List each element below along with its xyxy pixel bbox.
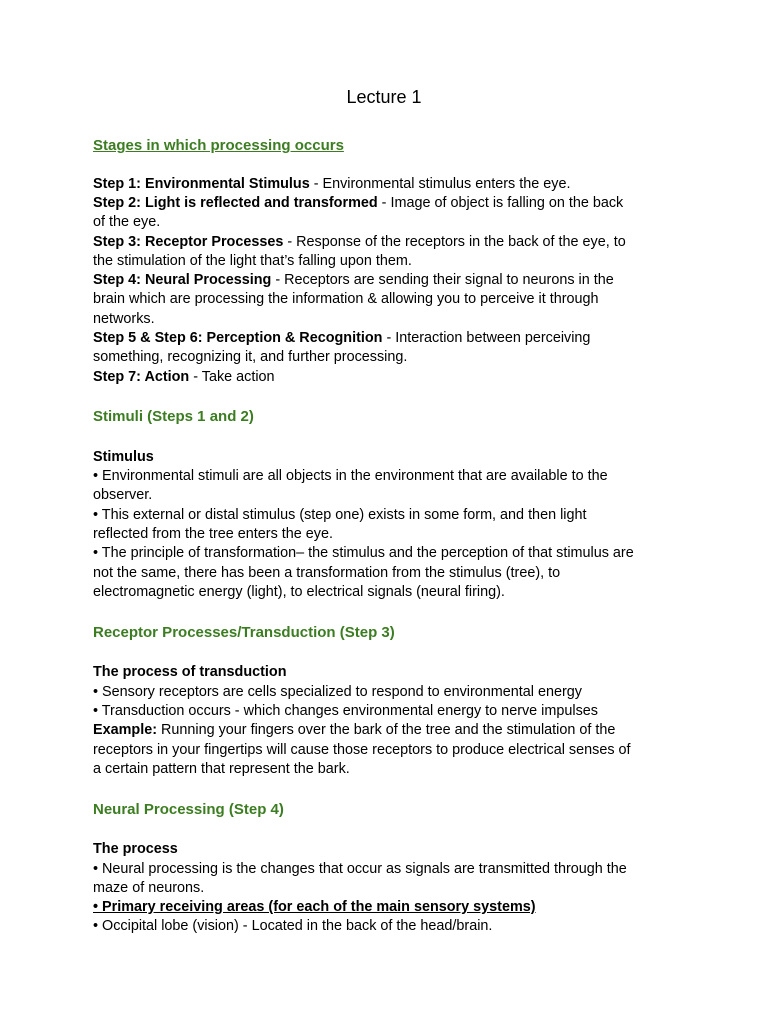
subheading-transduction: The process of transduction xyxy=(93,664,287,680)
stimuli-line: observer. xyxy=(93,487,153,503)
step-1-line xyxy=(93,175,570,194)
example-line-cont: a certain pattern that represent the bark. xyxy=(93,761,350,777)
step-56-line xyxy=(93,329,590,348)
subheading-stimulus: Stimulus xyxy=(93,449,154,465)
step-4-label: Step 4: Neural Processing xyxy=(93,272,272,288)
primary-areas-line: • Primary receiving areas (for each of the main sensory systems) xyxy=(93,899,536,915)
neural-line: maze of neurons. xyxy=(93,880,205,896)
step-7-line xyxy=(93,368,275,387)
step-3-text: - Response of the receptors in the back of the eye, to xyxy=(283,234,626,250)
example-text: Running your fingers over the bark of the tree and the stimulation of the xyxy=(157,722,616,738)
step-4-text-cont-2: networks. xyxy=(93,311,155,327)
page-title: Lecture 1 xyxy=(346,87,422,107)
step-4-text: - Receptors are sending their signal to neurons in the xyxy=(271,272,614,288)
step-7-label: Step 7: Action xyxy=(93,369,190,385)
receptor-line: • Transduction occurs - which changes environmental energy to nerve impulses xyxy=(93,703,598,719)
step-3-label: Step 3: Receptor Processes xyxy=(93,234,284,250)
step-2-line xyxy=(93,194,623,213)
example-line-cont: receptors in your fingertips will cause those receptors to produce electrical senses of xyxy=(93,742,631,758)
step-1-label: Step 1: Environmental Stimulus xyxy=(93,176,310,192)
step-4-line xyxy=(93,271,614,290)
step-7-text: - Take action xyxy=(189,369,275,385)
step-2-label: Step 2: Light is reflected and transformed xyxy=(93,195,378,211)
stimuli-line: not the same, there has been a transformation from the stimulus (tree), to xyxy=(93,565,561,581)
step-2-text: - Image of object is falling on the back xyxy=(377,195,624,211)
section-heading-stimuli: Stimuli (Steps 1 and 2) xyxy=(93,408,254,425)
step-56-label: Step 5 & Step 6: Perception & Recognition xyxy=(93,330,383,346)
section-heading-stages: Stages in which processing occurs xyxy=(93,137,344,154)
subheading-process: The process xyxy=(93,841,178,857)
step-3-line xyxy=(93,233,626,252)
section-heading-neural: Neural Processing (Step 4) xyxy=(93,801,284,818)
example-line xyxy=(93,721,615,740)
step-56-text-cont: something, recognizing it, and further processing. xyxy=(93,349,408,365)
step-3-text-cont: the stimulation of the light that’s falling upon them. xyxy=(93,253,412,269)
occipital-line: • Occipital lobe (vision) - Located in the back of the head/brain. xyxy=(93,918,493,934)
stimuli-line: • The principle of transformation– the stimulus and the perception of that stimulus are xyxy=(93,545,634,561)
example-label: Example: xyxy=(93,722,157,738)
receptor-line: • Sensory receptors are cells specialized to respond to environmental energy xyxy=(93,684,582,700)
stimuli-line: • This external or distal stimulus (step one) exists in some form, and then light xyxy=(93,507,587,523)
section-heading-receptor: Receptor Processes/Transduction (Step 3) xyxy=(93,624,395,641)
step-56-text: - Interaction between perceiving xyxy=(382,330,591,346)
step-4-text-cont: brain which are processing the information & allowing you to perceive it through xyxy=(93,291,599,307)
stimuli-line: • Environmental stimuli are all objects in the environment that are available to the xyxy=(93,468,608,484)
step-2-text-cont: of the eye. xyxy=(93,214,161,230)
stimuli-line: reflected from the tree enters the eye. xyxy=(93,526,333,542)
neural-line: • Neural processing is the changes that occur as signals are transmitted through the xyxy=(93,861,627,877)
step-1-text: - Environmental stimulus enters the eye. xyxy=(309,176,571,192)
stimuli-line: electromagnetic energy (light), to electrical signals (neural firing). xyxy=(93,584,505,600)
